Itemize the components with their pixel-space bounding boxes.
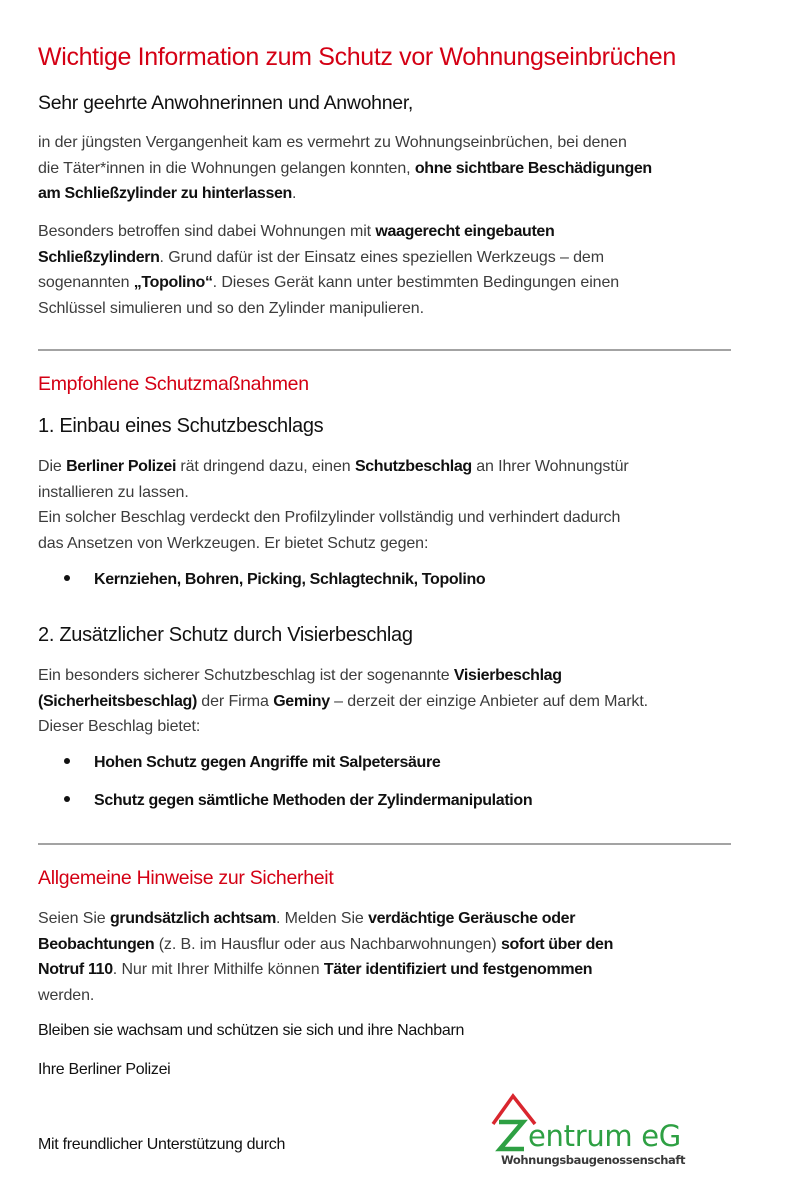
emphasis: waagerecht eingebauten: [375, 223, 555, 240]
visierbeschlag-paragraph: [38, 663, 738, 740]
emphasis: Visierbeschlag: [453, 667, 562, 684]
text-span: Besonders betroffen sind dabei Wohnungen mit: [38, 223, 376, 240]
intro-paragraph-2: [38, 219, 738, 321]
text-span: Die: [38, 458, 67, 475]
text-span: – derzeit der einzige Anbieter auf dem Markt.: [329, 692, 649, 710]
text-line: in der jüngsten Vergangenheit kam es vermehrt zu Wohnungseinbrüchen, bei denen: [38, 134, 627, 151]
bullet-text: Kernziehen, Bohren, Picking, Schlagtechnik, Topolino: [94, 571, 486, 588]
text-span: die Täter*innen in die Wohnungen gelangen konnten,: [38, 159, 415, 177]
emphasis: Schließzylindern: [38, 248, 160, 266]
bullet-list-item: [64, 754, 440, 772]
text-line: [38, 663, 738, 689]
text-span: (z. B. im Hausflur oder aus Nachbarwohnungen): [154, 935, 501, 953]
emphasis: grundsätzlich achtsam: [109, 910, 276, 927]
text-line: Dieser Beschlag bietet:: [38, 718, 201, 735]
text-line: das Ansetzen von Werkzeugen. Er bietet Schutz gegen:: [38, 534, 429, 552]
bullet-icon: [64, 575, 70, 581]
text-line: Ein solcher Beschlag verdeckt den Profilzylinder vollständig und verhindert dadurch: [38, 509, 621, 526]
divider: [38, 843, 731, 845]
bullet-list-item: [64, 571, 485, 589]
text-line: [38, 219, 738, 245]
emphasis: Notruf 110: [38, 961, 113, 978]
closing-appeal: Bleiben sie wachsam und schützen sie sich und ihre Nachbarn: [38, 1022, 465, 1039]
text-line: [38, 454, 738, 480]
divider: [38, 349, 731, 351]
emphasis: ohne sichtbare Beschädigungen: [414, 159, 652, 177]
emphasis: Täter identifiziert und festgenommen: [323, 961, 593, 978]
text-line: [38, 689, 738, 715]
page-title: Wichtige Information zum Schutz vor Wohnungseinbrüchen: [38, 43, 676, 71]
logo-subtitle: Wohnungsbaugenossenschaft: [501, 1153, 686, 1167]
text-line: Schlüssel simulieren und so den Zylinder manipulieren.: [38, 299, 424, 317]
text-span: Seien Sie: [38, 910, 110, 927]
text-line: [38, 245, 738, 271]
bullet-text: Schutz gegen sämtliche Methoden der Zylindermanipulation: [94, 792, 533, 809]
subheading-visierbeschlag: 2. Zusätzlicher Schutz durch Visierbeschlag: [38, 624, 413, 646]
text-span: rät dringend dazu, einen: [176, 458, 355, 475]
text-span: Ein besonders sicherer Schutzbeschlag ist der sogenannte: [38, 667, 454, 684]
intro-paragraph-1: [38, 130, 738, 207]
section-title-general: Allgemeine Hinweise zur Sicherheit: [38, 867, 334, 889]
text-span: . Melden Sie: [275, 910, 369, 927]
emphasis: am Schließzylinder zu hinterlassen: [38, 185, 292, 202]
logo-name: entrum eG: [528, 1119, 681, 1153]
text-line: [38, 181, 738, 207]
bullet-icon: [64, 758, 70, 764]
text-line: installieren zu lassen.: [38, 483, 189, 501]
signature: Ihre Berliner Polizei: [38, 1061, 171, 1078]
text-line: werden.: [38, 986, 95, 1004]
bullet-list-item: [64, 792, 532, 810]
text-span: sogenannten: [38, 274, 134, 291]
general-advice-paragraph: [38, 906, 738, 1008]
zentrum-eg-logo: [490, 1092, 700, 1172]
emphasis: Beobachtungen: [38, 935, 155, 953]
text-line: [38, 932, 738, 958]
emphasis: (Sicherheitsbeschlag): [38, 692, 197, 710]
text-line: [38, 957, 738, 983]
schutzbeschlag-paragraph: [38, 454, 738, 556]
text-line: [38, 156, 738, 182]
bullet-text: Hohen Schutz gegen Angriffe mit Salpetersäure: [94, 754, 441, 771]
bullet-icon: [64, 796, 70, 802]
emphasis: Schutzbeschlag: [354, 458, 472, 475]
text-line: [38, 906, 738, 932]
emphasis: „Topolino“: [133, 274, 213, 291]
text-span: . Nur mit Ihrer Mithilfe können: [112, 961, 324, 978]
support-note: Mit freundlicher Unterstützung durch: [38, 1136, 286, 1153]
greeting: Sehr geehrte Anwohnerinnen und Anwohner,: [38, 92, 414, 114]
text-span: an Ihrer Wohnungstür: [471, 458, 629, 475]
section-title-protection: Empfohlene Schutzmaßnahmen: [38, 373, 309, 395]
text-span: . Grund dafür ist der Einsatz eines speziellen Werkzeugs – dem: [159, 248, 604, 266]
emphasis: sofort über den: [500, 935, 614, 953]
text-span: der Firma: [196, 692, 274, 710]
emphasis: Berliner Polizei: [66, 458, 177, 475]
text-span: .: [291, 185, 297, 202]
subheading-schutzbeschlag: 1. Einbau eines Schutzbeschlags: [38, 415, 324, 437]
emphasis: Geminy: [273, 692, 330, 710]
text-span: . Dieses Gerät kann unter bestimmten Bedingungen einen: [212, 274, 620, 291]
emphasis: verdächtige Geräusche oder: [368, 910, 576, 927]
text-line: [38, 270, 738, 296]
